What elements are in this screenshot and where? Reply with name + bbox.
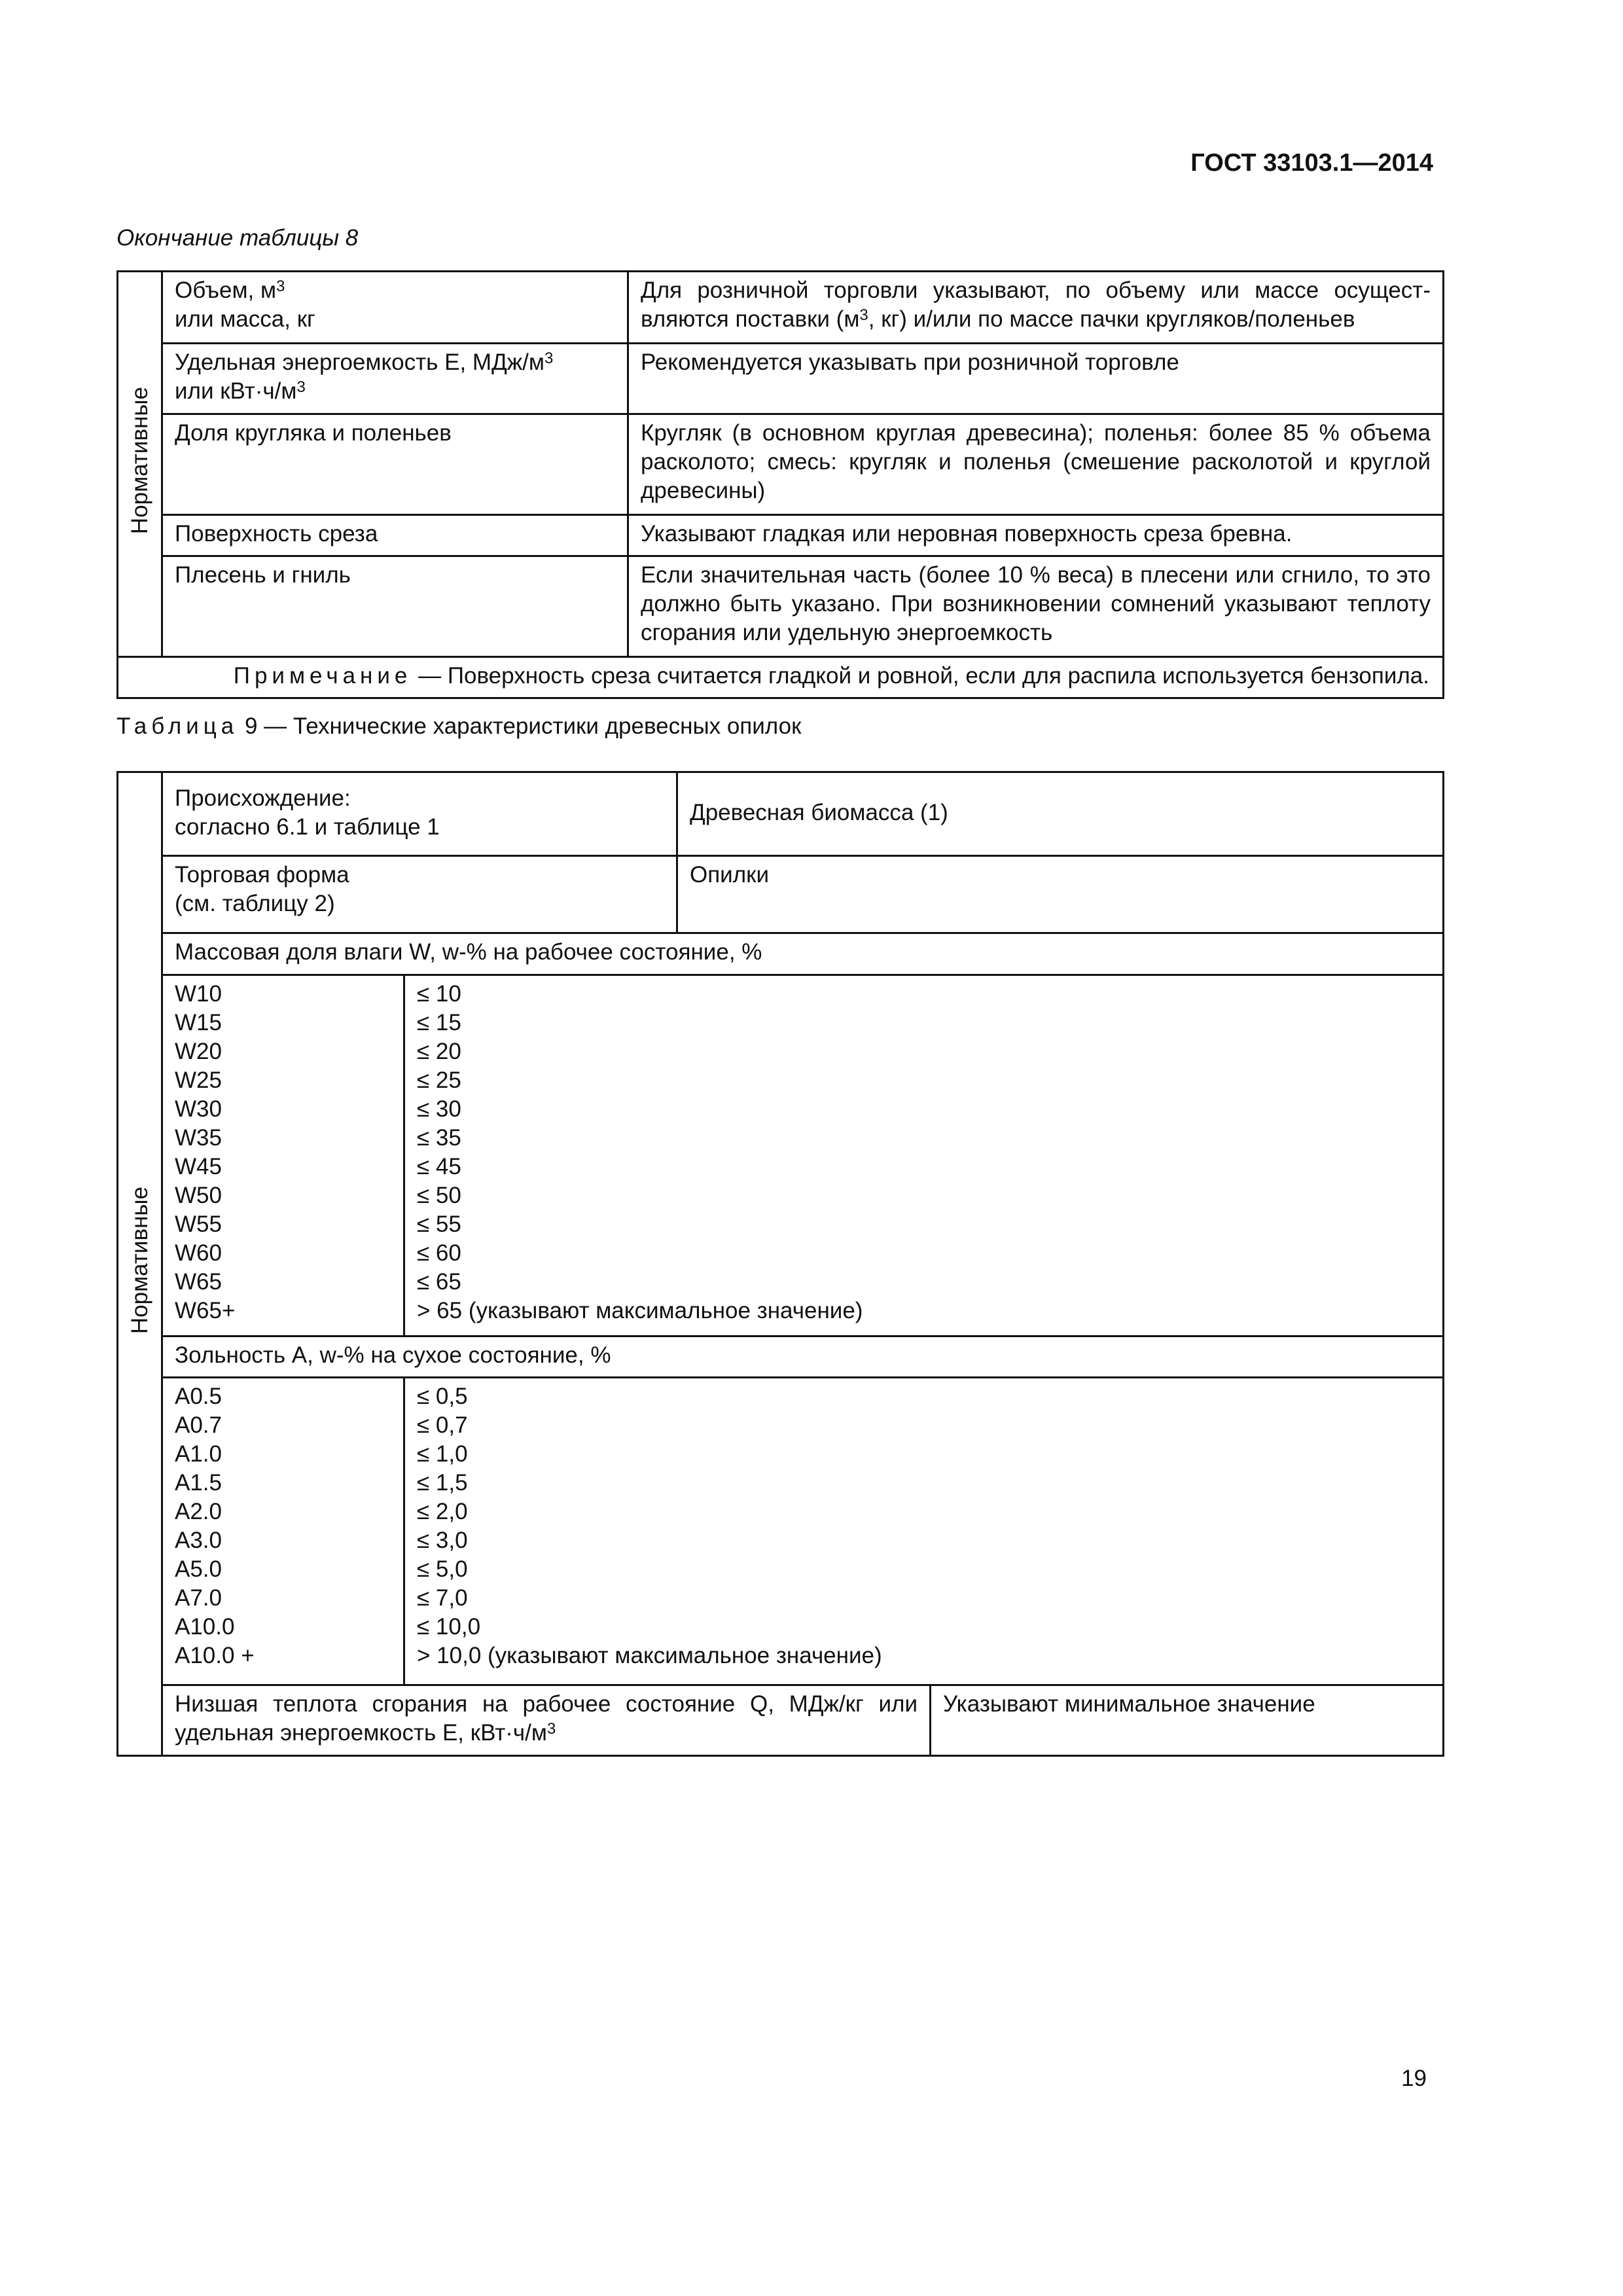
ash-class-code: A2.0 [175, 1499, 222, 1524]
ash-class-code: A1.0 [175, 1441, 222, 1467]
table-8 [116, 270, 1444, 699]
origin-value: Древесная биомасса (1) [677, 772, 1444, 856]
origin-label: Происхождение: [175, 785, 351, 811]
moisture-class-code: W30 [175, 1096, 222, 1122]
table9-caption [116, 713, 801, 740]
ash-class-value: ≤ 1,5 [417, 1470, 468, 1496]
ash-class-value: > 10,0 (указывают максимальное значение) [417, 1643, 882, 1668]
moisture-class-value: ≤ 60 [417, 1240, 461, 1266]
caption-label: Таблица [116, 713, 239, 739]
moisture-class-value: > 65 (указывают максимальное значение) [417, 1298, 863, 1323]
ash-heading: Зольность A, w-% на сухое состояние, % [162, 1336, 1444, 1378]
moisture-class-value: ≤ 30 [417, 1096, 461, 1122]
superscript: 3 [859, 306, 868, 324]
ash-class-values [404, 1378, 1444, 1685]
table8-note [118, 657, 1444, 698]
moisture-class-value: ≤ 55 [417, 1211, 461, 1237]
moisture-class-value: ≤ 20 [417, 1039, 461, 1064]
table8-desc-cell: Рекомендуется указывать при розничной торговле [628, 344, 1444, 414]
calorific-label-cell [162, 1685, 931, 1756]
param-text: или кВт·ч/м [175, 378, 297, 404]
table8-param-cell: Доля кругляка и поленьев [162, 414, 628, 515]
calorific-label: Низшая теплота сгорания на рабочее состояние Q, МДж/кг или удельная энергоемкость E, кВт·ч/м [175, 1691, 918, 1746]
table8-side-label: Нормативные [126, 386, 152, 535]
note-label: Примечание [233, 663, 412, 689]
param-text: Объем, м [175, 278, 277, 303]
moisture-class-value: ≤ 35 [417, 1125, 461, 1151]
ash-class-code: A7.0 [175, 1585, 222, 1611]
table8-param-cell [162, 344, 628, 414]
superscript: 3 [546, 1720, 556, 1738]
ash-class-code: A5.0 [175, 1556, 222, 1582]
moisture-class-values [404, 975, 1444, 1336]
moisture-class-code: W35 [175, 1125, 222, 1151]
origin-reference: согласно 6.1 и таблице 1 [175, 814, 440, 840]
table8-param-cell: Поверхность среза [162, 515, 628, 556]
ash-class-value: ≤ 7,0 [417, 1585, 468, 1611]
moisture-class-code: W50 [175, 1183, 222, 1208]
moisture-class-code: W10 [175, 981, 222, 1007]
table8-side-cell [118, 272, 162, 657]
origin-label-cell [162, 772, 677, 856]
page-number: 19 [1401, 2066, 1427, 2091]
ash-class-value: ≤ 0,7 [417, 1412, 468, 1438]
table8-param-cell [162, 272, 628, 344]
form-label: Торговая форма [175, 862, 349, 888]
calorific-value: Указывают минимальное значение [931, 1685, 1444, 1756]
form-reference: (см. таблицу 2) [175, 891, 335, 916]
param-text: или масса, кг [175, 306, 315, 332]
ash-class-code: A10.0 + [175, 1643, 255, 1668]
note-text: — Поверхность среза считается гладкой и ровной, если для распила используется бензопила. [412, 663, 1429, 689]
table8-desc-cell: Если значительная часть (более 10 % веса) в плесени или сгнило, то это должно быть указано. При возникновении сомнений указывают теплоту сгорания или удельную энергоемкость [628, 556, 1444, 657]
ash-class-code: A1.5 [175, 1470, 222, 1496]
table8-desc-cell: Кругляк (в основном круглая древесина); поленья: более 85 % объема расколото; смесь: кругляк и поленья (смешение расколотой и круглой древесины) [628, 414, 1444, 515]
table8-param-cell: Плесень и гниль [162, 556, 628, 657]
ash-class-value: ≤ 2,0 [417, 1499, 468, 1524]
moisture-class-code: W65 [175, 1269, 222, 1295]
moisture-class-code: W20 [175, 1039, 222, 1064]
moisture-class-value: ≤ 15 [417, 1010, 461, 1035]
moisture-class-code: W25 [175, 1067, 222, 1093]
table8-desc-cell [628, 272, 1444, 344]
ash-class-code: A0.5 [175, 1384, 222, 1409]
ash-class-value: ≤ 1,0 [417, 1441, 468, 1467]
ash-class-value: ≤ 10,0 [417, 1614, 481, 1640]
ash-class-code: A0.7 [175, 1412, 222, 1438]
moisture-class-code: W55 [175, 1211, 222, 1237]
param-text: Удельная энергоемкость E, МДж/м [175, 350, 544, 375]
moisture-class-value: ≤ 10 [417, 981, 461, 1007]
moisture-class-value: ≤ 50 [417, 1183, 461, 1208]
ash-class-codes [162, 1378, 404, 1685]
moisture-class-code: W65+ [175, 1298, 236, 1323]
desc-text: , кг) и/или по массе пачки кругляков/поленьев [868, 306, 1355, 332]
desc-text: Для розничной торговли указывают, по объему или массе осущест-вляются поставки (м [641, 278, 1431, 332]
moisture-class-value: ≤ 45 [417, 1154, 461, 1179]
ash-class-code: A3.0 [175, 1528, 222, 1553]
moisture-class-code: W45 [175, 1154, 222, 1179]
document-code: ГОСТ 33103.1—2014 [1190, 149, 1433, 177]
moisture-class-value: ≤ 65 [417, 1269, 461, 1295]
form-label-cell [162, 856, 677, 933]
ash-class-value: ≤ 0,5 [417, 1384, 468, 1409]
moisture-class-code: W15 [175, 1010, 222, 1035]
superscript: 3 [296, 378, 306, 396]
ash-class-value: ≤ 3,0 [417, 1528, 468, 1553]
superscript: 3 [276, 278, 285, 295]
ash-class-code: A10.0 [175, 1614, 235, 1640]
form-value: Опилки [677, 856, 1444, 933]
moisture-class-code: W60 [175, 1240, 222, 1266]
moisture-class-value: ≤ 25 [417, 1067, 461, 1093]
table9-side-label: Нормативные [126, 1186, 152, 1335]
moisture-heading: Массовая доля влаги W, w-% на рабочее состояние, % [162, 933, 1444, 975]
table8-desc-cell: Указывают гладкая или неровная поверхность среза бревна. [628, 515, 1444, 556]
table8-caption: Окончание таблицы 8 [116, 225, 359, 251]
moisture-class-codes [162, 975, 404, 1336]
table9-side-cell [118, 772, 162, 1756]
ash-class-value: ≤ 5,0 [417, 1556, 468, 1582]
superscript: 3 [544, 350, 554, 367]
table-9 [116, 771, 1444, 1757]
caption-text: 9 — Технические характеристики древесных опилок [238, 713, 802, 739]
